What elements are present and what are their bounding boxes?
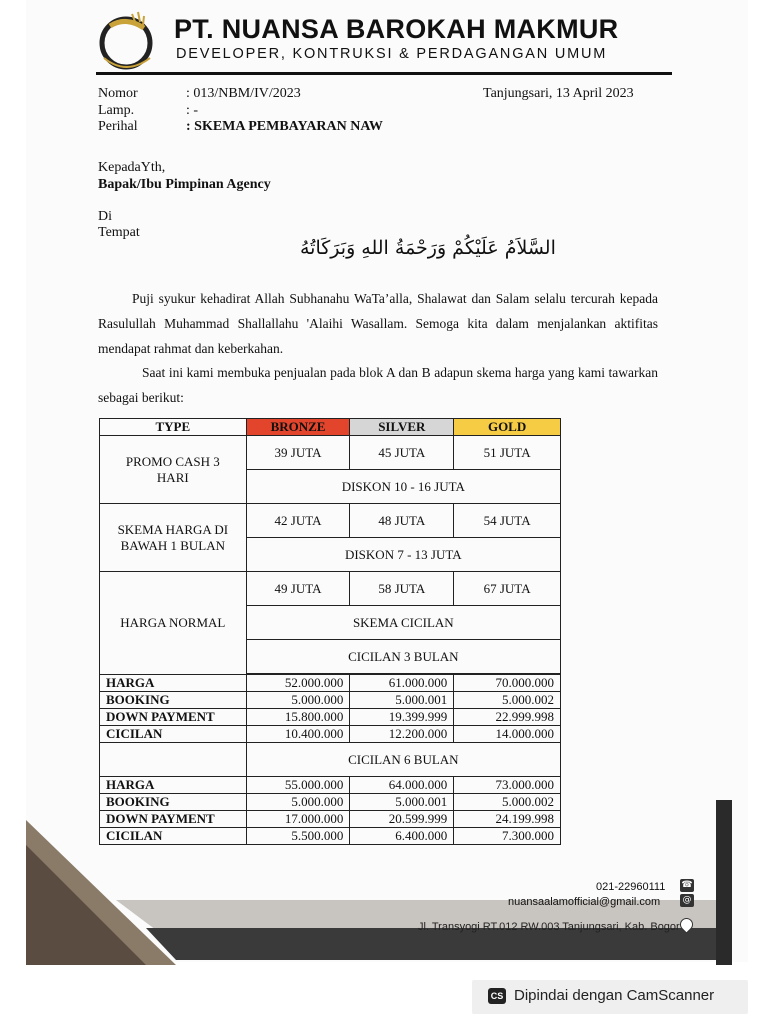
- normal-price-row: [100, 572, 561, 606]
- cicilan3-title: CICILAN 3 BULAN: [246, 640, 560, 674]
- header-silver: SILVER: [350, 419, 454, 436]
- c3-cicilan-row: [100, 726, 561, 743]
- camscanner-text: Dipindai dengan CamScanner: [514, 987, 715, 1004]
- recipient-line2: Bapak/Ibu Pimpinan Agency: [98, 177, 271, 192]
- c6-cicilan-label: CICILAN: [100, 828, 247, 845]
- c3-harga-label: HARGA: [100, 675, 247, 692]
- camscanner-icon: CS: [488, 988, 506, 1004]
- c3-booking-gold: 5.000.002: [454, 692, 561, 709]
- header-gold: GOLD: [454, 419, 561, 436]
- c3-cicilan-bronze: 10.400.000: [246, 726, 350, 743]
- c6-cicilan-silver: 6.400.000: [350, 828, 454, 845]
- c3-harga-bronze: 52.000.000: [246, 675, 350, 692]
- perihal-row: [98, 119, 383, 135]
- recipient-line1: KepadaYth,: [98, 160, 166, 175]
- cicilan6-blank: [100, 743, 247, 777]
- nomor-label: Nomor: [98, 86, 138, 101]
- cicilan6-title: CICILAN 6 BULAN: [246, 743, 560, 777]
- letter-date: Tanjungsari, 13 April 2023: [483, 86, 634, 101]
- c3-dp-silver: 19.399.999: [350, 709, 454, 726]
- c3-harga-gold: 70.000.000: [454, 675, 561, 692]
- c6-harga-gold: 73.000.000: [454, 777, 561, 794]
- skema-silver: 48 JUTA: [350, 504, 454, 538]
- c3-dp-gold: 22.999.998: [454, 709, 561, 726]
- normal-gold: 67 JUTA: [454, 572, 561, 606]
- c6-booking-gold: 5.000.002: [454, 794, 561, 811]
- header-bronze: BRONZE: [246, 419, 350, 436]
- c6-booking-bronze: 5.000.000: [246, 794, 350, 811]
- promo-silver: 45 JUTA: [350, 436, 454, 470]
- lamp-row: [98, 103, 198, 119]
- c3-cicilan-label: CICILAN: [100, 726, 247, 743]
- header-divider: [96, 72, 672, 75]
- company-tagline: DEVELOPER, KONTRUKSI & PERDAGANGAN UMUM: [176, 46, 608, 62]
- skema-bronze: 42 JUTA: [246, 504, 350, 538]
- c6-dp-label: DOWN PAYMENT: [100, 811, 247, 828]
- at-icon: @: [680, 894, 694, 907]
- c3-cicilan-gold: 14.000.000: [454, 726, 561, 743]
- table-header-row: [100, 419, 561, 436]
- header-type: TYPE: [100, 419, 247, 436]
- c6-booking-label: BOOKING: [100, 794, 247, 811]
- c6-cicilan-bronze: 5.500.000: [246, 828, 350, 845]
- cicilan6-title-row: [100, 743, 561, 777]
- c6-dp-gold: 24.199.998: [454, 811, 561, 828]
- tempat-text: Tempat: [98, 225, 140, 240]
- c6-cicilan-gold: 7.300.000: [454, 828, 561, 845]
- nomor-row: [98, 86, 301, 102]
- skema-price-row: [100, 504, 561, 538]
- promo-gold: 51 JUTA: [454, 436, 561, 470]
- phone-icon: ☎: [681, 880, 693, 890]
- c6-harga-silver: 64.000.000: [350, 777, 454, 794]
- promo-bronze: 39 JUTA: [246, 436, 350, 470]
- c6-dp-silver: 20.599.999: [350, 811, 454, 828]
- normal-label: HARGA NORMAL: [100, 572, 247, 675]
- normal-silver: 58 JUTA: [350, 572, 454, 606]
- c3-harga-row: [100, 675, 561, 692]
- c6-harga-label: HARGA: [100, 777, 247, 794]
- footer-email: nuansaalamofficial@gmail.com: [508, 896, 661, 908]
- lamp-label: Lamp.: [98, 103, 135, 118]
- skema-cicilan-label: SKEMA CICILAN: [246, 606, 560, 640]
- paragraph-1: Puji syukur kehadirat Allah Subhanahu WaTa’alla, Shalawat dan Salam selalu tercurah kepada Rasulullah Muhammad Shallallahu 'Alaihi Wasallam. Semoga kita dalam menjalankan aktifitas mendapat rahmat dan keberkahan.: [98, 291, 658, 356]
- promo-label: PROMO CASH 3 HARI: [100, 436, 247, 504]
- c3-dp-bronze: 15.800.000: [246, 709, 350, 726]
- perihal-value: : SKEMA PEMBAYARAN NAW: [186, 119, 383, 134]
- c3-dp-row: [100, 709, 561, 726]
- c3-dp-label: DOWN PAYMENT: [100, 709, 247, 726]
- c3-cicilan-silver: 12.200.000: [350, 726, 454, 743]
- nomor-value: : 013/NBM/IV/2023: [186, 86, 301, 101]
- c6-harga-row: [100, 777, 561, 794]
- promo-discount: DISKON 10 - 16 JUTA: [246, 470, 560, 504]
- perihal-label: Perihal: [98, 119, 138, 134]
- lamp-value: : -: [186, 103, 199, 118]
- promo-price-row: [100, 436, 561, 470]
- footer-phone: 021-22960111: [596, 881, 666, 893]
- c3-booking-label: BOOKING: [100, 692, 247, 709]
- c6-harga-bronze: 55.000.000: [246, 777, 350, 794]
- di-text: Di: [98, 209, 112, 224]
- company-logo: [86, 8, 166, 78]
- c3-harga-silver: 61.000.000: [350, 675, 454, 692]
- skema-gold: 54 JUTA: [454, 504, 561, 538]
- skema-discount: DISKON 7 - 13 JUTA: [246, 538, 560, 572]
- normal-bronze: 49 JUTA: [246, 572, 350, 606]
- footer-address: Jl. Transyogi RT.012 RW.003 Tanjungsari, Kab. Bogor: [418, 921, 680, 933]
- c6-dp-bronze: 17.000.000: [246, 811, 350, 828]
- c6-booking-silver: 5.000.001: [350, 794, 454, 811]
- company-name: PT. NUANSA BAROKAH MAKMUR: [174, 14, 619, 44]
- arabic-greeting: السَّلاَمُ عَلَيْكُمْ وَرَحْمَةُ اللهِ وَبَرَكَاتُهُ: [300, 237, 556, 259]
- c3-booking-row: [100, 692, 561, 709]
- c3-booking-bronze: 5.000.000: [246, 692, 350, 709]
- skema-label: SKEMA HARGA DI BAWAH 1 BULAN: [100, 504, 247, 572]
- c3-booking-silver: 5.000.001: [350, 692, 454, 709]
- paragraph-2: Saat ini kami membuka penjualan pada blok A dan B adapun skema harga yang kami tawarkan sebagai berikut:: [98, 365, 658, 405]
- payment-scheme-table: [99, 418, 561, 845]
